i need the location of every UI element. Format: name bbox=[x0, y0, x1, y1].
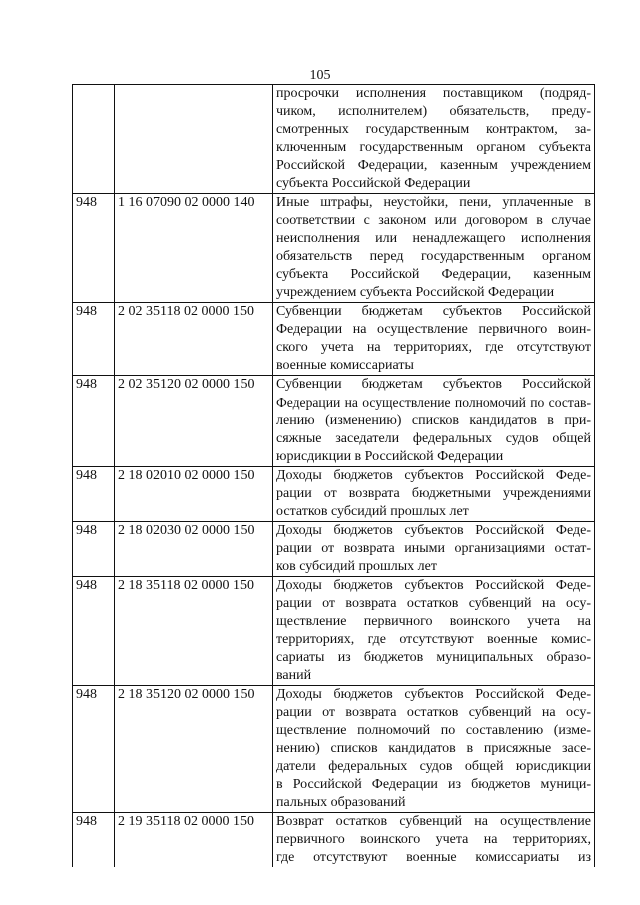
administrator-code-cell: 948 bbox=[73, 686, 115, 813]
description-line: чиком, исполнителем) обязательств, преду- bbox=[276, 104, 591, 119]
revenue-description-cell bbox=[273, 522, 595, 577]
description-line: обязательств перед государственным органом bbox=[276, 249, 591, 264]
description-line: просрочки исполнения поставщиком (подряд- bbox=[276, 86, 591, 101]
table-row bbox=[73, 813, 595, 868]
administrator-code-cell: 948 bbox=[73, 303, 115, 376]
description-line: Доходы бюджетов субъектов Российской Феде- bbox=[276, 687, 591, 702]
description-line: первичного воинского учета на территориях, bbox=[276, 832, 591, 847]
description-line: лению (изменению) списков кандидатов в при- bbox=[276, 413, 591, 428]
description-line: субъекта Российской Федерации bbox=[276, 176, 471, 191]
revenue-description-cell bbox=[273, 686, 595, 813]
table-row bbox=[73, 194, 595, 303]
description-line: рации от возврата бюджетными учреждениями bbox=[276, 486, 591, 501]
budget-classification-code-cell bbox=[115, 85, 273, 194]
description-line: Субвенции бюджетам субъектов Российской bbox=[276, 304, 591, 319]
table-row bbox=[73, 376, 595, 467]
budget-classification-code-cell: 2 19 35118 02 0000 150 bbox=[115, 813, 273, 868]
description-line: в Российской Федерации из бюджетов муници- bbox=[276, 777, 591, 792]
description-line: пальных образований bbox=[276, 795, 406, 810]
description-line: неисполнения или ненадлежащего исполнения bbox=[276, 231, 591, 246]
description-line: Иные штрафы, неустойки, пени, уплаченные в bbox=[276, 195, 591, 210]
revenue-description-cell bbox=[273, 376, 595, 467]
revenue-description-cell bbox=[273, 813, 595, 868]
table-row bbox=[73, 467, 595, 522]
description-line: Доходы бюджетов субъектов Российской Феде- bbox=[276, 578, 591, 593]
description-line: рации от возврата остатков субвенций на осу- bbox=[276, 705, 591, 720]
description-line: ваний bbox=[276, 668, 312, 683]
description-line: Федерации на осуществление полномочий по состав- bbox=[276, 395, 591, 410]
budget-classification-code-cell: 2 18 02010 02 0000 150 bbox=[115, 467, 273, 522]
description-line: рации от возврата иными организациями остат- bbox=[276, 541, 591, 556]
description-line: датели федеральных судов общей юрисдикции bbox=[276, 759, 591, 774]
administrator-code-cell bbox=[73, 85, 115, 194]
revenue-description-cell bbox=[273, 577, 595, 686]
revenue-description-cell bbox=[273, 303, 595, 376]
description-line: Федерации на осуществление первичного воин- bbox=[276, 322, 591, 337]
description-line: ключенным государственным органом субъекта bbox=[276, 140, 591, 155]
administrator-code-cell: 948 bbox=[73, 376, 115, 467]
description-line: Российской Федерации, казенным учреждением bbox=[276, 158, 591, 173]
budget-classification-code-cell: 2 02 35120 02 0000 150 bbox=[115, 376, 273, 467]
description-line: сяжные заседатели федеральных судов общей bbox=[276, 431, 591, 446]
description-line: Субвенции бюджетам субъектов Российской bbox=[276, 377, 591, 392]
description-line: военные комиссариаты bbox=[276, 358, 414, 373]
description-line: сариаты из бюджетов муниципальных образо- bbox=[276, 650, 591, 665]
description-line: смотренных государственным контрактом, за- bbox=[276, 122, 591, 137]
description-line: нению) списков кандидатов в присяжные засе- bbox=[276, 741, 591, 756]
page-number: 105 bbox=[309, 68, 331, 83]
administrator-code-cell: 948 bbox=[73, 194, 115, 303]
revenue-description-cell bbox=[273, 467, 595, 522]
description-line: рации от возврата остатков субвенций на осу- bbox=[276, 596, 591, 611]
description-line: территориях, где отсутствуют военные комис- bbox=[276, 632, 591, 647]
revenue-description-cell bbox=[273, 194, 595, 303]
description-line: Доходы бюджетов субъектов Российской Феде- bbox=[276, 468, 591, 483]
description-line: учреждением субъекта Российской Федерации bbox=[276, 285, 555, 300]
table-body bbox=[73, 85, 595, 868]
table-row bbox=[73, 577, 595, 686]
description-line: ществление полномочий по составлению (изме- bbox=[276, 723, 591, 738]
administrator-code-cell: 948 bbox=[73, 467, 115, 522]
table-row bbox=[73, 686, 595, 813]
description-line: где отсутствуют военные комиссариаты из bbox=[276, 850, 591, 865]
description-line: юрисдикции в Российской Федерации bbox=[276, 449, 504, 464]
description-line: Доходы бюджетов субъектов Российской Феде- bbox=[276, 523, 591, 538]
administrator-code-cell: 948 bbox=[73, 813, 115, 868]
description-line: ществление первичного воинского учета на bbox=[276, 614, 591, 629]
description-line: ского учета на территориях, где отсутствуют bbox=[276, 340, 591, 355]
description-line: соответствии с законом или договором в случае bbox=[276, 213, 591, 228]
table-row bbox=[73, 303, 595, 376]
table-row bbox=[73, 522, 595, 577]
budget-classification-code-cell: 1 16 07090 02 0000 140 bbox=[115, 194, 273, 303]
budget-classification-code-cell: 2 02 35118 02 0000 150 bbox=[115, 303, 273, 376]
description-line: Возврат остатков субвенций на осуществление bbox=[276, 814, 591, 829]
description-line: субъекта Российской Федерации, казенным bbox=[276, 267, 591, 282]
description-line: ков субсидий прошлых лет bbox=[276, 559, 437, 574]
budget-classification-code-cell: 2 18 02030 02 0000 150 bbox=[115, 522, 273, 577]
revenue-description-cell bbox=[273, 85, 595, 194]
budget-codes-table bbox=[72, 84, 595, 867]
administrator-code-cell: 948 bbox=[73, 522, 115, 577]
administrator-code-cell: 948 bbox=[73, 577, 115, 686]
budget-classification-code-cell: 2 18 35118 02 0000 150 bbox=[115, 577, 273, 686]
description-line: остатков субсидий прошлых лет bbox=[276, 504, 469, 519]
budget-classification-code-cell: 2 18 35120 02 0000 150 bbox=[115, 686, 273, 813]
table-row bbox=[73, 85, 595, 194]
